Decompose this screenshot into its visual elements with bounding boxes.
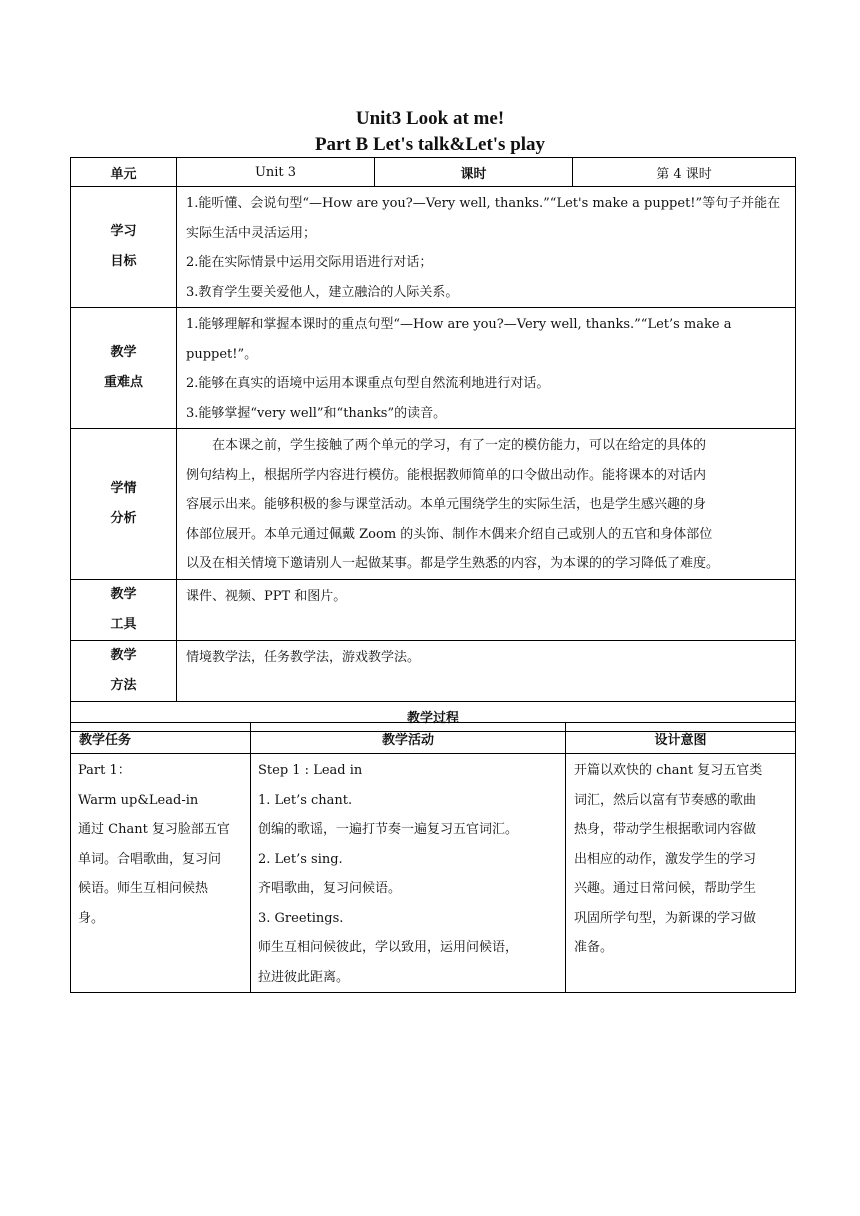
intent-line: 巩固所学句型，为新课的学习做 (574, 910, 757, 926)
analysis-text (177, 429, 796, 580)
analysis-row (71, 429, 796, 580)
objectives-label-line-2: 目标 (110, 254, 137, 269)
task-cell (71, 754, 251, 993)
activity-cell (251, 754, 566, 993)
objectives-label (71, 187, 177, 308)
methods-label-line-1: 教学 (110, 647, 137, 663)
col-activity-header: 教学活动 (251, 723, 566, 754)
key-points-label-line-1: 教学 (110, 345, 137, 360)
unit-value: Unit 3 (177, 158, 375, 187)
analysis-line: 在本课之前，学生接触了两个单元的学习，有了一定的模仿能力，可以在给定的具体的 (212, 438, 707, 453)
activity-line: 1. Let’s chant. (258, 792, 353, 808)
key-point-line: 3.能够掌握“very well”和“thanks”的读音。 (186, 405, 447, 421)
intent-line: 准备。 (574, 940, 614, 955)
intent-line: 出相应的动作，激发学生的学习 (574, 851, 757, 867)
activity-line: 师生互相问候彼此，学以致用，运用问候语， (258, 940, 519, 955)
tools-label (71, 579, 177, 640)
methods-row (71, 640, 796, 701)
task-line: Warm up&Lead-in (78, 792, 199, 808)
task-line: 候语。师生互相问候热 (78, 881, 209, 896)
objective-line: 3.教育学生要关爱他人，建立融洽的人际关系。 (186, 284, 459, 300)
key-points-label-line-2: 重难点 (103, 375, 143, 390)
methods-label-line-2: 方法 (110, 677, 137, 693)
key-point-line: puppet!”。 (186, 346, 258, 362)
key-point-line: 2.能够在真实的语境中运用本课重点句型自然流利地进行对话。 (186, 376, 550, 391)
analysis-line: 体部位展开。本单元通过佩戴 Zoom 的头饰、制作木偶来介绍自己或别人的五官和身体部位 (186, 526, 713, 542)
process-title: 教学过程 (71, 701, 796, 731)
intent-line: 热身，带动学生根据歌词内容做 (574, 822, 757, 837)
task-line: 单词。合唱歌曲，复习问 (78, 851, 222, 867)
analysis-label-line-1: 学情 (110, 480, 137, 496)
analysis-label-line-2: 分析 (110, 510, 137, 526)
methods-text (177, 640, 796, 701)
methods-label (71, 640, 177, 701)
tools-label-line-2: 工具 (110, 616, 137, 632)
title-line-1: Unit3 Look at me! (355, 108, 505, 129)
intent-line: 词汇，然后以富有节奏感的歌曲 (574, 792, 757, 808)
analysis-label (71, 429, 177, 580)
objectives-text (177, 187, 796, 308)
objectives-label-line-1: 学习 (110, 224, 137, 239)
objective-line: 1.能听懂、会说句型“—How are you?—Very well, thanks.”“Let's make a puppet!”等句子并能在 (186, 196, 781, 211)
col-task-header: 教学任务 (71, 723, 251, 754)
intent-line: 开篇以欢快的 chant 复习五官类 (574, 763, 763, 778)
intent-line: 兴趣。通过日常问候，帮助学生 (574, 881, 757, 896)
analysis-line: 例句结构上，根据所学内容进行模仿。能根据教师简单的口令做出动作。能将课本的对话内 (186, 467, 707, 483)
tools-text (177, 579, 796, 640)
period-value: 第 4 课时 (573, 158, 796, 187)
period-label: 课时 (375, 158, 573, 187)
activity-line: Step 1 : Lead in (258, 763, 363, 778)
col-intent-header: 设计意图 (566, 723, 796, 754)
intent-cell (566, 754, 796, 993)
task-line: 身。 (78, 910, 105, 926)
key-points-text (177, 308, 796, 429)
key-point-line: 1.能够理解和掌握本课时的重点句型“—How are you?—Very well, thanks.”“Let’s make a (186, 317, 732, 332)
analysis-line: 容展示出来。能够积极的参与课堂活动。本单元围绕学生的实际生活，也是学生感兴趣的身 (186, 497, 707, 512)
title-line-2: Part B Let's talk&Let's play (314, 134, 546, 155)
activity-line: 齐唱歌曲，复习问候语。 (258, 881, 402, 896)
unit-label: 单元 (71, 158, 177, 187)
key-points-label (71, 308, 177, 429)
activity-line: 3. Greetings. (258, 910, 344, 926)
key-points-row (71, 308, 796, 429)
activity-line: 拉进彼此距离。 (258, 969, 350, 985)
tools-row (71, 579, 796, 640)
header-row (71, 158, 796, 187)
task-line: Part 1： (78, 763, 131, 778)
objective-line: 2.能在实际情景中运用交际用语进行对话； (186, 255, 433, 270)
lesson-info-table (70, 157, 796, 732)
analysis-line: 以及在相关情境下邀请别人一起做某事。都是学生熟悉的内容，为本课的的学习降低了难度。 (186, 556, 720, 571)
methods-line: 情境教学法，任务教学法，游戏教学法。 (186, 649, 421, 665)
process-header-row (71, 723, 796, 754)
process-row-part1 (71, 754, 796, 993)
objectives-row (71, 187, 796, 308)
task-line: 通过 Chant 复习脸部五官 (78, 822, 230, 837)
activity-line: 2. Let’s sing. (258, 851, 343, 867)
activity-line: 创编的歌谣，一遍打节奏一遍复习五官词汇。 (258, 822, 519, 837)
tools-label-line-1: 教学 (110, 586, 137, 602)
objective-line: 实际生活中灵活运用； (186, 225, 317, 241)
process-table (70, 722, 796, 993)
tools-line: 课件、视频、PPT 和图片。 (186, 588, 347, 604)
